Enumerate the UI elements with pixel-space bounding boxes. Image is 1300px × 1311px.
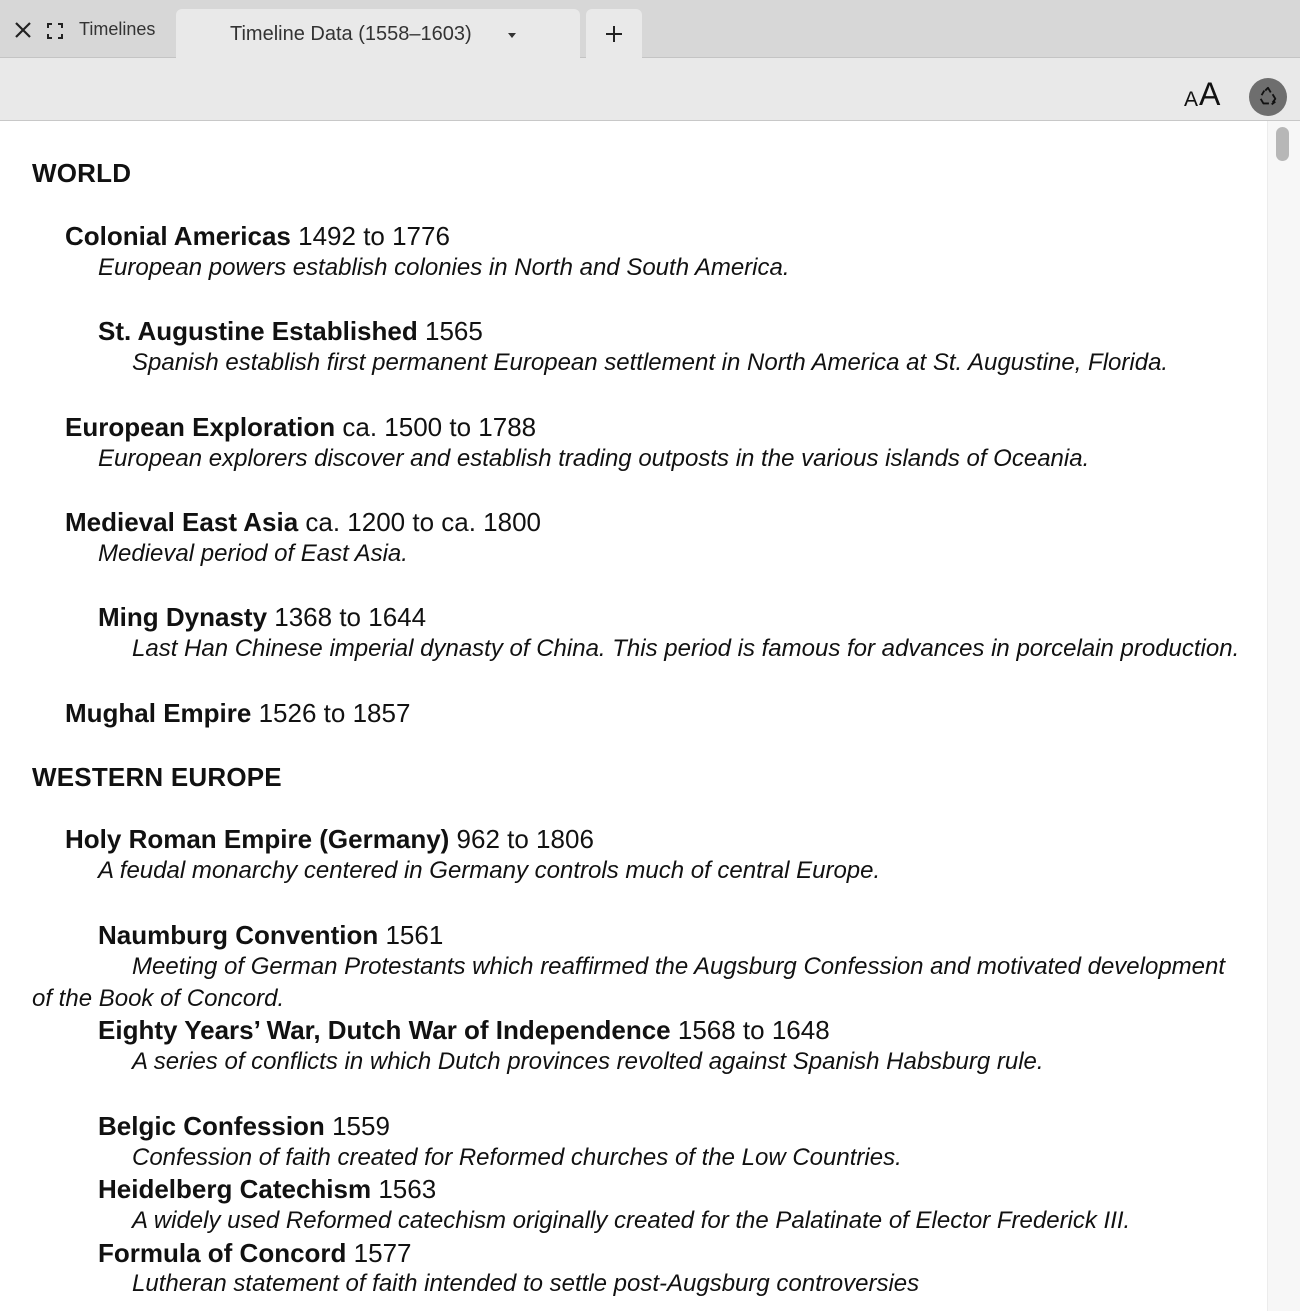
chevron-down-icon[interactable]: [506, 29, 518, 41]
entry-dates: 962 to 1806: [456, 824, 594, 854]
entry-title[interactable]: [65, 507, 541, 538]
font-size-large-label: A: [1199, 76, 1221, 112]
tab-timelines-label: Timelines: [79, 19, 156, 39]
entry-description: Last Han Chinese imperial dynasty of China. This period is famous for advances in porcelain production.: [132, 635, 1240, 662]
entry-dates: ca. 1200 to ca. 1800: [305, 507, 542, 537]
entry-name: St. Augustine Established: [98, 316, 418, 346]
timeline-content: [0, 121, 1268, 1311]
tab-timelines[interactable]: [0, 8, 176, 57]
entry-description: European explorers discover and establish trading outposts in the various islands of Oceania.: [98, 445, 1090, 472]
entry-title[interactable]: [65, 412, 536, 443]
entry-dates: 1563: [378, 1174, 437, 1204]
entry-description: A feudal monarchy centered in Germany controls much of central Europe.: [98, 857, 881, 884]
entry-name: Ming Dynasty: [98, 602, 268, 632]
entry-name: Naumburg Convention: [98, 920, 379, 950]
tab-timeline-data[interactable]: [176, 9, 580, 58]
entry-title[interactable]: [98, 1111, 390, 1142]
section-heading-world: WORLD: [32, 158, 132, 188]
entry-title[interactable]: [98, 1174, 436, 1205]
close-icon[interactable]: [13, 20, 33, 40]
entry-name: Mughal Empire: [65, 698, 252, 728]
toolbar: [0, 58, 1300, 121]
entry-dates: 1559: [332, 1111, 390, 1141]
entry-title[interactable]: [65, 824, 594, 855]
scrollbar-thumb[interactable]: [1276, 127, 1289, 161]
entry-title[interactable]: [98, 920, 443, 951]
entry-description: Confession of faith created for Reformed churches of the Low Countries.: [132, 1144, 902, 1171]
expand-icon[interactable]: [46, 22, 64, 40]
entry-title[interactable]: [98, 316, 483, 347]
entry-dates: 1492 to 1776: [298, 221, 450, 251]
entry-dates: 1568 to 1648: [677, 1015, 830, 1045]
entry-name: Formula of Concord: [98, 1238, 347, 1268]
entry-name: Belgic Confession: [98, 1111, 325, 1141]
entry-description: A series of conflicts in which Dutch provinces revolted against Spanish Habsburg rule.: [132, 1048, 1044, 1075]
entry-title[interactable]: [98, 1238, 412, 1269]
entry-title[interactable]: [65, 698, 410, 729]
entry-name: Heidelberg Catechism: [98, 1174, 372, 1204]
entry-description: Medieval period of East Asia.: [98, 540, 408, 567]
font-size-small-label: A: [1184, 88, 1199, 111]
entry-name: Holy Roman Empire (Germany): [65, 824, 450, 854]
tab-timeline-data-label: Timeline Data (1558–1603): [230, 23, 472, 45]
entry-dates: ca. 1500 to 1788: [342, 412, 537, 442]
plus-icon: [603, 23, 625, 45]
recycle-button[interactable]: [1249, 78, 1287, 116]
vertical-scrollbar[interactable]: [1267, 121, 1300, 1311]
entry-dates: 1577: [353, 1238, 412, 1268]
entry-title[interactable]: [98, 1015, 830, 1046]
entry-description: Meeting of German Protestants which reaffirmed the Augsburg Confession and motivated development of the Book of Concord.: [32, 953, 1226, 1012]
tab-bar: [0, 0, 1300, 58]
entry-description: European powers establish colonies in North and South America.: [98, 254, 790, 281]
entry-dates: 1565: [424, 316, 483, 346]
entry-name: European Exploration: [65, 412, 336, 442]
new-tab-button[interactable]: [586, 9, 642, 58]
entry-description: Lutheran statement of faith intended to settle post-Augsburg controversies: [132, 1270, 920, 1297]
entry-description: A widely used Reformed catechism originally created for the Palatinate of Elector Frederick III.: [132, 1207, 1131, 1234]
font-size-button[interactable]: [1184, 78, 1220, 110]
entry-title[interactable]: [98, 602, 426, 633]
entry-dates: 1368 to 1644: [274, 602, 427, 632]
entry-dates: 1561: [385, 920, 444, 950]
entry-title[interactable]: [65, 221, 450, 252]
entry-dates: 1526 to 1857: [258, 698, 411, 728]
entry-name: Medieval East Asia: [65, 507, 299, 537]
entry-description: Spanish establish first permanent European settlement in North America at St. Augustine, Florida.: [132, 349, 1169, 376]
recycle-icon: [1257, 86, 1279, 108]
section-heading-western-europe: WESTERN EUROPE: [32, 762, 282, 792]
entry-name: Eighty Years’ War, Dutch War of Independence: [98, 1015, 671, 1045]
entry-name: Colonial Americas: [65, 221, 291, 251]
